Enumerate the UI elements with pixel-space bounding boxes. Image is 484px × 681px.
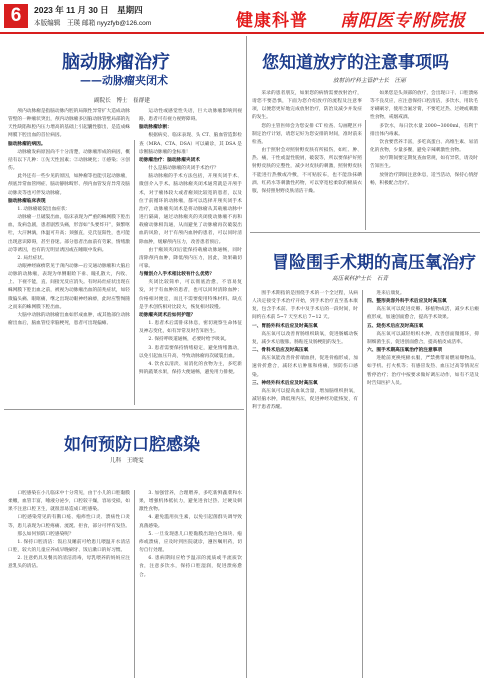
body-paragraph: 3. 加强营养，合理喂养，多吃新鲜蔬菜和水果，增强机体抵抗力，避免进食过热、过硬及刺激性食物。 xyxy=(139,491,242,513)
section-heading: 动脉瘤治疗：脑动脉瘤夹闭术 xyxy=(139,157,200,163)
body-paragraph: 1. 动脉瘤破裂出血症状： xyxy=(17,206,71,212)
body-paragraph: 运动性或感觉性失语，巨大动脉瘤影响到视路，患者可有视力视野障碍。 xyxy=(139,109,242,123)
body-paragraph: 围手术期指的是围绕手术的一个全过程，从病人决定接受手术治疗开始，到手术治疗直至基本康复，包含手术前、手术中及手术后的一段时间，时间约在术前 5~7 天至术后 7~12 天。 xyxy=(252,291,358,321)
article-column xyxy=(367,290,479,678)
body-paragraph: 6. 患病期间应给予温凉的流质或半流质饮食，注意多饮水，保持口腔湿润，促进溃疡愈合。 xyxy=(139,556,242,578)
body-paragraph: 1. 患者术后需卧床休息，密切观察生命体征及神志变化，如有异常及时告知医生。 xyxy=(139,321,242,335)
column-divider xyxy=(365,120,366,230)
section-heading: 动脉瘤夹闭术后如何护理？ xyxy=(139,312,196,318)
body-paragraph: 您的主管医师会为您安排 CT 检查、勾画靶区并制定治疗计划，请您记好为您安排的时间，准时前来检查。 xyxy=(252,123,362,145)
body-paragraph: 饮食要营养丰富，多吃高蛋白、高维生素、易消化的食物，少量多餐，避免辛辣刺激性食物。 xyxy=(370,139,478,154)
editor-info: 本版编辑 王瑛 邮箱 nyyzfyb@126.com xyxy=(34,20,152,27)
article-byline: 放射治疗科主管护士长 汪丽 xyxy=(333,78,406,84)
body-paragraph: 高压氧可以减轻组织水肿，改善创面微循环，抑制细菌生长，促进创面愈合，提高植皮成活率。 xyxy=(367,331,479,345)
article-column xyxy=(370,90,478,230)
article-column xyxy=(8,108,130,405)
page-header xyxy=(0,0,484,34)
body-paragraph: 2. 保持呼吸道通畅，必要时给予吸氧。 xyxy=(148,337,230,343)
section-divider xyxy=(4,409,244,410)
body-paragraph: 颅内动脉瘤是指脑动脉内腔的局限性异常扩大造成动脉管壁的一种瘤状突出，颅内动脉瘤多因脑动脉管壁局部的先天性缺陷和腔内压力增高的基础上引起囊性膨出，是造成蛛网膜下腔出血的首位病因。 xyxy=(8,109,130,139)
body-paragraph: 口腔感染在小儿临床中十分常见，由于小儿的口腔黏膜柔嫩，血管丰富，唾液分泌少，口腔较干燥，容易受损，如果不注意口腔卫生，就很容易造成口腔感染。 xyxy=(8,491,130,513)
body-paragraph: 动脉瘤发病原因尚不十分清楚，动脉瘤形成的病因，概括有以下几种：①先天性因素；②动脉硬化；③感染；④创伤。 xyxy=(8,149,130,172)
section-heading: 一、胃肠外科术后应及时高压氧 xyxy=(252,323,318,329)
body-paragraph: 放射治疗期间注意休息，适当活动，保持心情舒畅，积极配合治疗。 xyxy=(370,172,478,186)
article-column xyxy=(252,90,362,230)
body-paragraph: 什么是脑动脉瘤的夹闭手术治疗？ xyxy=(148,166,219,172)
body-paragraph: 1. 保持口腔清洁：饭后及睡前可给患儿喂温开水清洁口腔，较大的儿童应养成早晚刷牙、饭后漱口的好习惯。 xyxy=(8,539,130,554)
body-paragraph: 那么如何预防口腔感染呢？ xyxy=(17,531,74,537)
article-column xyxy=(139,108,242,405)
body-paragraph: 根据病史、临床表现、头 CT、脑血管造影检查（MRA、CTA、DSA）可以确诊，其 DSA 是诊断脑动脉瘤的金标准！ xyxy=(139,133,242,155)
article-subtitle: ——动脉瘤夹闭术 xyxy=(80,74,168,87)
body-paragraph: 高压氧可以改善胃肠组织缺氧，促进肠蠕动恢复，减少术后腹胀、肠粘连及肠梗阻的发生。 xyxy=(252,331,358,345)
column-divider xyxy=(134,490,135,678)
section-heading: 三、神经外科术后应及时高压氧 xyxy=(252,380,318,386)
section-title: 健康科普 xyxy=(236,11,308,31)
body-paragraph: 多饮水，每日饮水量 2000~3000ml，有利于排出体内毒素。 xyxy=(370,123,478,137)
article-column xyxy=(139,490,242,678)
body-paragraph: 2. 局灶症状。 xyxy=(17,255,47,261)
column-divider xyxy=(134,140,135,405)
body-paragraph: 高压氧可以提高血氧含量，增加脑组织供氧，减轻脑水肿，降低颅内压，促进神经功能恢复，有利于患者苏醒。 xyxy=(252,388,358,411)
newspaper-name: 南阳医专附院报 xyxy=(340,11,466,31)
body-paragraph: 3. 患者需要保持情绪稳定，避免情绪激动，以免引起血压升高，导致动脉瘤再次破裂出血。 xyxy=(139,345,242,359)
body-paragraph: 高压氧可以促进皮瓣、移植物成活，减少术后瘢痕形成，加速创面愈合，提高手术效果。 xyxy=(367,307,479,321)
section-heading: 四、整形美容外科手术后应及时高压氧 xyxy=(367,299,447,305)
article-title: 脑动脉瘤治疗 xyxy=(62,52,170,73)
section-heading: 脑动脉瘤临床表现 xyxy=(8,198,46,204)
article-byline: 副院长 博士 崔群建 xyxy=(94,98,150,104)
column-divider xyxy=(362,290,363,678)
body-paragraph: 进来后康复。 xyxy=(376,291,405,296)
body-paragraph: 大脑中动脉的动脉瘤出血如形成血肿，或其他部位动脉瘤出血后，脑血管痉挛脑梗死，患者可出现偏瘫、 xyxy=(8,312,130,327)
body-paragraph: 动眼神经麻痹常见于颈内动脉—后交通动脉瘤和大脑后动脉的动脉瘤，表现为单侧眼睑下垂、瞳孔散大，内收、上、下视不能，直、间接光反应消失。有时局灶症状出现在蛛网膜下腔出血之前，被视为动脉瘤出血的前兆症状，如轻微偏头痛、眼眶痛，继之出现动眼神经麻痹，此时应警惕随之而来的蛛网膜下腔出血。 xyxy=(8,263,130,310)
body-paragraph: 夹闭比较简单，可以彻底治愈，不容易复发，对于有血肿的患者，也可以同时清除血肿；价格相对便宜，而且不需要使用特殊材料。缺点是手术创伤相对比较大，恢复相对较慢。 xyxy=(139,280,242,310)
section-heading: 与微创介入手术相比较有什么优势？ xyxy=(139,272,215,278)
column-divider xyxy=(246,36,247,678)
body-paragraph: 由于瘤颈夹闭后能保持载瘤动脉通畅，同时清除颅内血肿，降低颅内压力，因此，效果确切可靠。 xyxy=(139,247,242,269)
article-column xyxy=(252,290,358,678)
body-paragraph: 由于照射会对照射野皮肤有所损伤，如红、肿、热、痛，干性或湿性脱屑，破裂等，所以要保护好照射野皮肤的完整性，减少对皮肤的刺激，照射野皮肤不能进行热敷或冷敷，不可贴胶布，也不能涂抹碘酒、红药水等刺激性药物，可以穿宽松柔软的棉质衣服，保持照射野皮肤清洁干燥。 xyxy=(252,148,362,194)
body-paragraph: 口腔感染常见的有鹅口疮、疱疹性口炎、溃疡性口炎等，患儿表现为口腔疼痛、流涎、拒食，部分可伴有发热。 xyxy=(8,515,130,529)
page-number: 6 xyxy=(4,4,28,28)
article-title: 冒险围手术期的高压氧治疗 xyxy=(272,253,476,273)
body-paragraph: 4. 饮食以清淡、易消化的食物为主，多吃新鲜的蔬菜水果，保持大便通畅，避免用力排便。 xyxy=(139,361,242,375)
header-rule xyxy=(0,32,484,34)
article-column xyxy=(8,490,130,678)
article-byline: 高压氧科护士长 石青 xyxy=(332,276,388,282)
article-title: 如何预防口腔感染 xyxy=(64,435,200,455)
body-paragraph: 如果您是头颈部的放疗，会出现口干、口腔溃疡等不良反应，应注意保持口腔清洁，多饮水，用软毛牙刷刷牙，使用含氟牙膏，不要吃过热、过硬或刺激性食物，戒烟戒酒。 xyxy=(370,91,478,121)
body-paragraph: 5. 一旦发现患儿口腔黏膜出现白色斑块、疱疹或溃疡，应及时到医院就诊，遵医嘱用药，切勿自行处理。 xyxy=(139,531,242,554)
body-paragraph: 采录的患者朋友，如果您的病情需要放射治疗，请您不要恐惧，下面为您介绍放疗的流程及注意事项，以便您更好地完成放射治疗，防治及减少并发症的发生。 xyxy=(252,91,362,121)
body-paragraph: 高压氧能改善骨折端血供，促进骨痂形成，加速骨折愈合，减轻术后肿胀和疼痛，预防伤口感染。 xyxy=(252,356,358,378)
article-byline: 儿科 王晓雯 xyxy=(110,458,144,464)
section-heading: 五、烧伤术后应及时高压氧 xyxy=(367,323,424,329)
body-paragraph: 脑动脉瘤的手术方法包括，开颅夹闭手术、微创介入手术。脑动脉瘤夹闭术通常就是开颅手术，对于瘤体较大或者瘤颈比较宽的患者，以及位于前循环的动脉瘤，都可以选择开颅夹闭手术治疗，动脉瘤夹闭术是将动脉瘤从其载瘤动脉中进行隔离，通过动脉瘤夹的夹闭使动脉瘤不再和载瘤动脉相沟通，从而避免了动脉瘤再次破裂出血的风险，对于有颅内血肿的患者，可以同时清除血肿，缓解颅内压力，改善患者预后。 xyxy=(139,174,242,245)
body-paragraph: 放疗期间要定期复查血常规，如有异常，请及时告知医生。 xyxy=(370,156,478,170)
section-heading: 脑动脉瘤的病因。 xyxy=(8,141,46,147)
section-divider xyxy=(250,232,480,233)
body-paragraph: 进舱前更换纯棉衣服，严禁携带易燃易爆物品，如手机、打火机等；有感冒发热、血压过高等情况应暂停治疗；治疗中按要求做好调压动作，如有不适及时告知医护人员。 xyxy=(367,356,479,386)
issue-date: 2023 年 11 月 30 日 星期四 xyxy=(34,5,143,15)
section-heading: 二、骨科术后应及时高压氧 xyxy=(252,348,309,354)
body-paragraph: 2. 注意奶具及餐具的清洁消毒，母乳喂养的妈妈应注意乳头的清洁。 xyxy=(8,556,130,570)
section-heading: 脑动脉瘤诊断： xyxy=(139,125,172,131)
body-paragraph: 动脉瘤一旦破裂出血，临床表现为严重的蛛网膜下腔出血，发病急剧，患者剧烈头痛，形容如“头要炸开”，频繁呕吐，大汗淋漓，体温可升高；颈强直，克氏征阳性，也可能出现意识障碍，甚至昏迷。部分患者出血前有劳累，情绪激动等诱因，也有的无明显诱因或在睡眠中发病。 xyxy=(8,215,130,253)
body-paragraph: 4. 避免滥用抗生素，以免引起菌群失调导致真菌感染。 xyxy=(139,515,242,529)
section-heading: 六、围手术期高压氧治疗的注意事项 xyxy=(367,348,443,354)
body-paragraph: 此外还有一些少见的原因，如肿瘤等也能引起动脉瘤，颅底异常血管网症、脑动静脉畸形、颅内血管发育异常及脑动脉炎等也可伴发动脉瘤。 xyxy=(8,174,130,196)
article-title: 您知道放疗的注意事项吗 xyxy=(262,53,449,73)
